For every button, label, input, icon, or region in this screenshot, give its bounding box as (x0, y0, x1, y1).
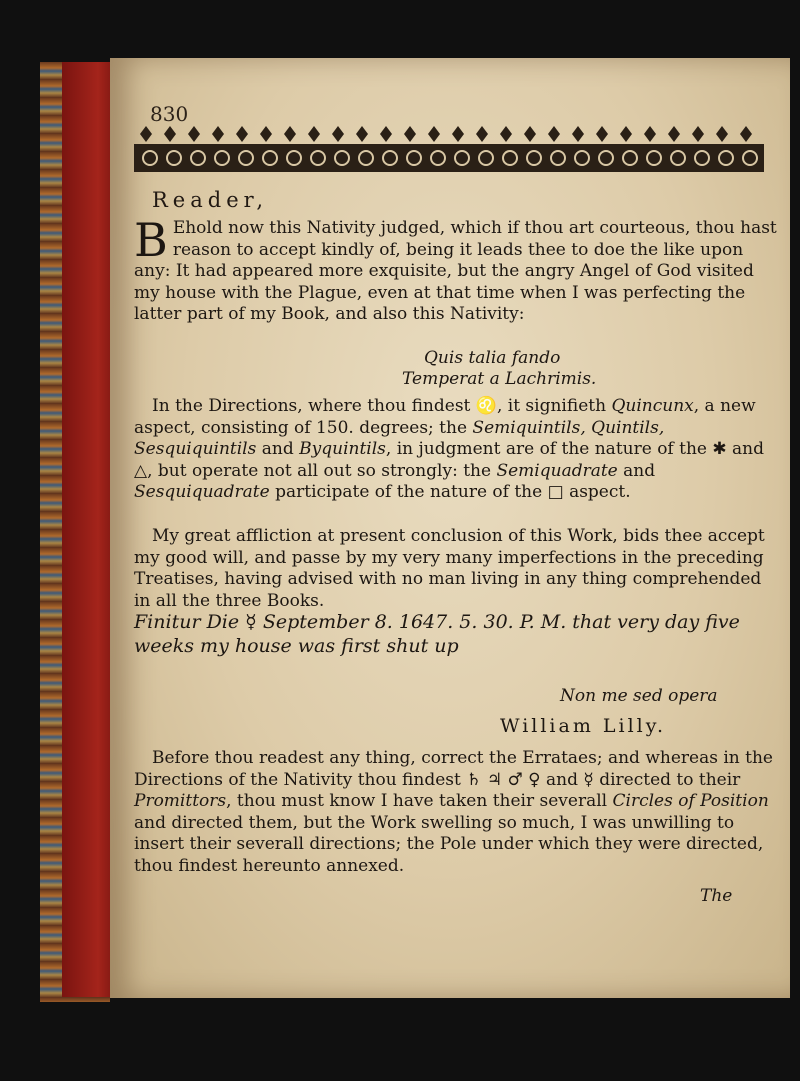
ornament-diamond (740, 126, 752, 142)
ornament-diamond (668, 126, 680, 142)
reader-heading: Reader, (152, 188, 269, 212)
quote-line-1: Quis talia fando (424, 348, 561, 368)
text-run: Circles of Position (612, 791, 769, 811)
ornament-diamond (236, 126, 248, 142)
text-run: and (617, 460, 656, 481)
paragraph-errata (134, 748, 782, 877)
ornament-diamond (500, 126, 512, 142)
text-run: In the Directions, where thou findest (152, 396, 476, 416)
ornament-diamond (308, 126, 320, 142)
paragraph-affliction: My great affliction at present conclusion of this Work, bids thee accept my good will, and passe by my very many imperfections in the preceding Treatises, having advised with no man living in any thing comprehended in all the three Books. (134, 526, 765, 611)
catchword: The (700, 886, 733, 906)
text-run: and (256, 439, 300, 459)
paragraph-intro (134, 213, 782, 326)
text-run: , thou must know I have taken their severall (226, 791, 613, 811)
ornament-band (134, 126, 764, 176)
ornament-diamond (140, 126, 152, 142)
ornament-diamond (380, 126, 392, 142)
ornament-diamond (284, 126, 296, 142)
ornament-diamond (212, 126, 224, 142)
drop-cap: B (134, 213, 168, 267)
text-run: Byquintils (299, 439, 386, 459)
signature: William Lilly. (500, 715, 666, 737)
ornament-diamond (260, 126, 272, 142)
ornament-diamond (716, 126, 728, 142)
ornament-diamond (620, 126, 632, 142)
paragraph-intro-text: Ehold now this Nativity judged, which if thou art courteous, thou hast reason to accept kindly of, being it leads thee to doe the like upon any: It had appeared more exquisite, but the angry Angel of God visited my house with the Plague, even at that time when I was perfecting the latter part of my Book, and also this Nativity: (134, 218, 777, 324)
motto: Non me sed opera (560, 686, 718, 706)
text-run: Promittors (134, 791, 227, 811)
text-run: participate of the nature of the □ aspect. (269, 482, 631, 502)
ornament-diamond (548, 126, 560, 142)
text-run: Semiquintils, Quintils, Sesquiquintils (134, 417, 665, 459)
ornament-diamond (524, 126, 536, 142)
page-number: 830 (150, 102, 189, 126)
finitur-line: Finitur Die ☿ September 8. 1647. 5. 30. P. M. that very day five weeks my house was first shut up (134, 611, 740, 657)
ornament-diamond (644, 126, 656, 142)
text-run: and directed them, but the Work swelling so much, I was unwilling to insert their severall directions; the Pole under which they were directed, thou findest hereunto annexed. (134, 812, 764, 876)
ornament-diamond (356, 126, 368, 142)
text-run: Semiquadrate (496, 460, 618, 481)
glyph-symbol: ♌ (475, 396, 497, 416)
ornament-diamond (332, 126, 344, 142)
quote-line-2: Temperat a Lachrimis. (402, 369, 597, 389)
ornament-diamond (164, 126, 176, 142)
ornament-diamond (188, 126, 200, 142)
paragraph-directions (134, 396, 782, 504)
text-run: Sesquiquadrate (134, 482, 270, 502)
ornament-diamond (572, 126, 584, 142)
text-run: , it signifieth (496, 396, 612, 416)
text-run: Before thou readest any thing, correct the Errataes; and whereas in the Directions of the Nativity thou findest ♄ ♃ ♂ ♀ and ☿ directed to their (134, 748, 773, 790)
ornament-diamond (428, 126, 440, 142)
text-run: , a new aspect, consisting of 150. degrees; the (134, 396, 756, 438)
text-run: Quincunx (611, 396, 694, 416)
ornament-diamond (596, 126, 608, 142)
ornament-diamond (692, 126, 704, 142)
ornament-diamond (404, 126, 416, 142)
ornament-diamond (476, 126, 488, 142)
ornament-diamond (452, 126, 464, 142)
text-run: , in judgment are of the nature of the ✱ and △, but operate not all out so strongly: the (134, 439, 764, 481)
